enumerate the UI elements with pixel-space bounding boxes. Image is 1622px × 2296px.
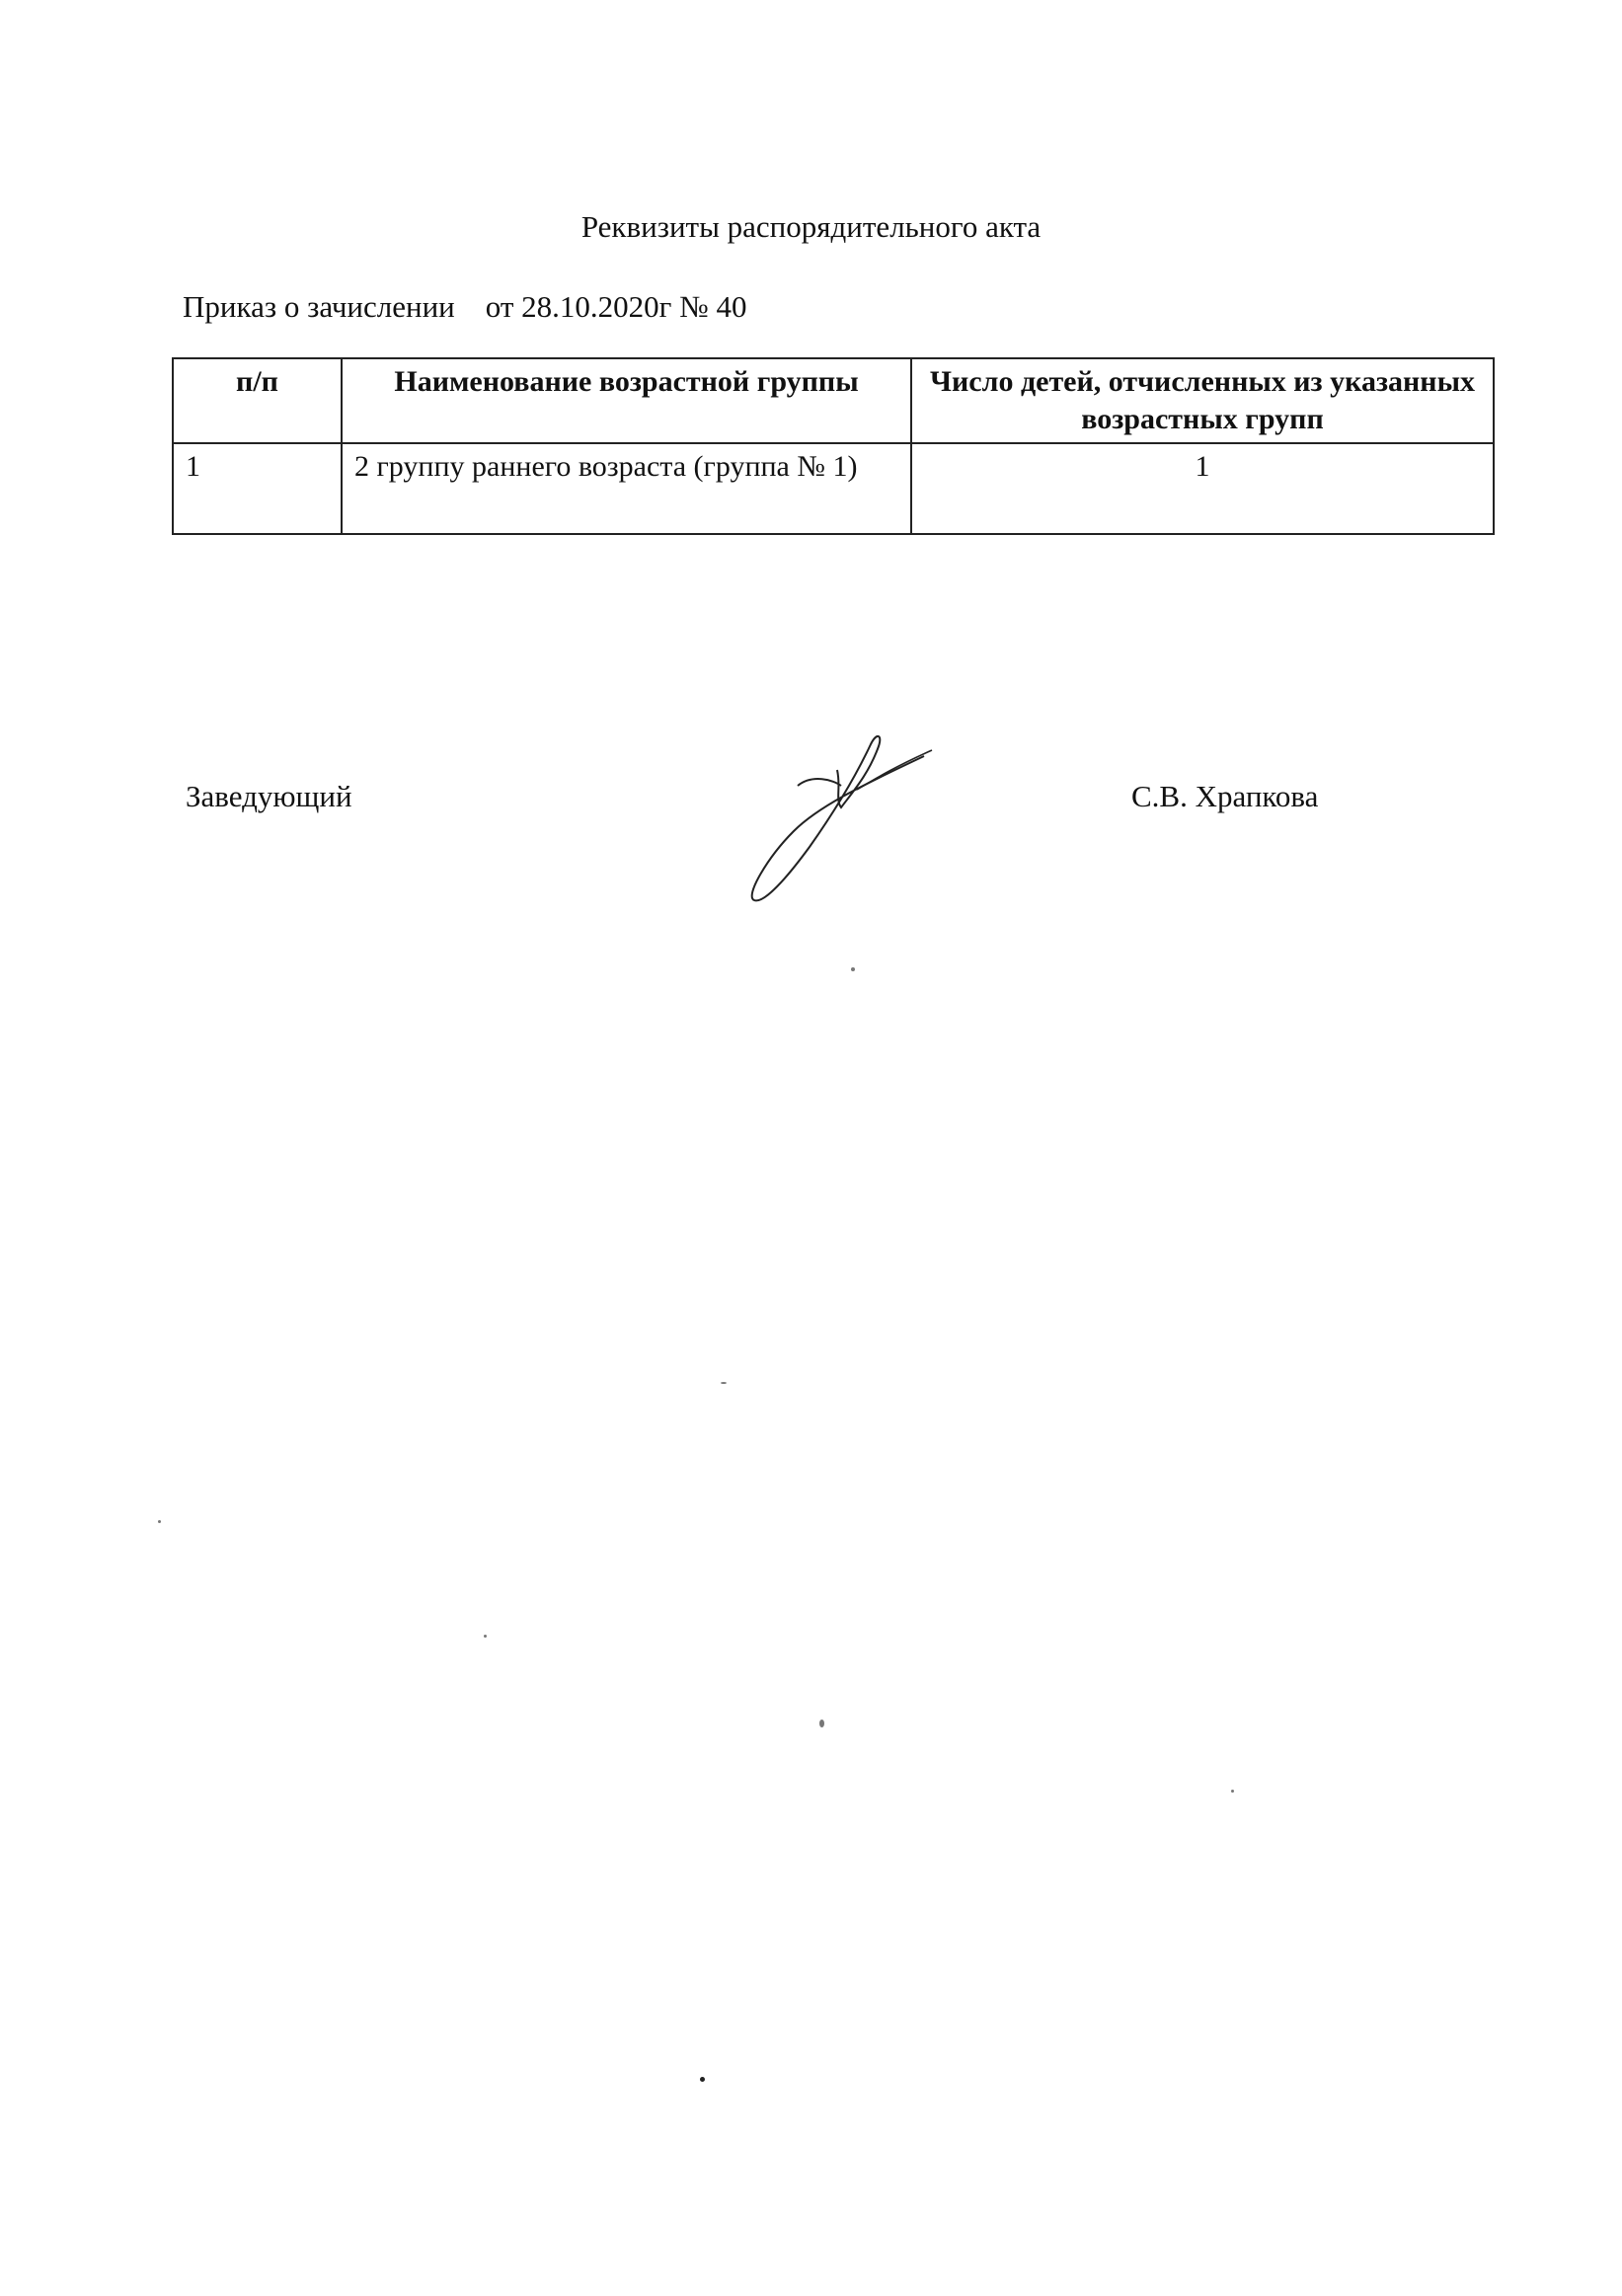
scan-speck: [484, 1635, 487, 1638]
header-children-count: Число детей, отчисленных из указанных возрастных групп: [911, 358, 1494, 443]
scan-speck: [819, 1720, 824, 1727]
table-row: [173, 443, 1494, 534]
scan-speck: [700, 2077, 705, 2082]
order-line: [183, 289, 746, 325]
age-groups-table: [172, 357, 1495, 535]
signatory-role: Заведующий: [186, 779, 352, 813]
order-reference: от 28.10.2020г № 40: [485, 289, 747, 324]
order-label: Приказ о зачислении: [183, 289, 455, 324]
cell-number: 1: [173, 443, 342, 534]
cell-children-count: 1: [911, 443, 1494, 534]
header-group-name: Наименование возрастной группы: [342, 358, 911, 443]
scan-speck: [721, 1382, 727, 1384]
cell-group-name: 2 группу раннего возраста (группа № 1): [342, 443, 911, 534]
handwritten-signature: [738, 728, 936, 916]
scan-speck: [158, 1520, 161, 1523]
scan-speck: [851, 967, 855, 971]
signatory-name: С.В. Храпкова: [1131, 779, 1319, 813]
table-header-row: [173, 358, 1494, 443]
document-title: Реквизиты распорядительного акта: [580, 209, 1042, 244]
scan-speck: [1231, 1790, 1234, 1793]
header-number: п/п: [173, 358, 342, 443]
